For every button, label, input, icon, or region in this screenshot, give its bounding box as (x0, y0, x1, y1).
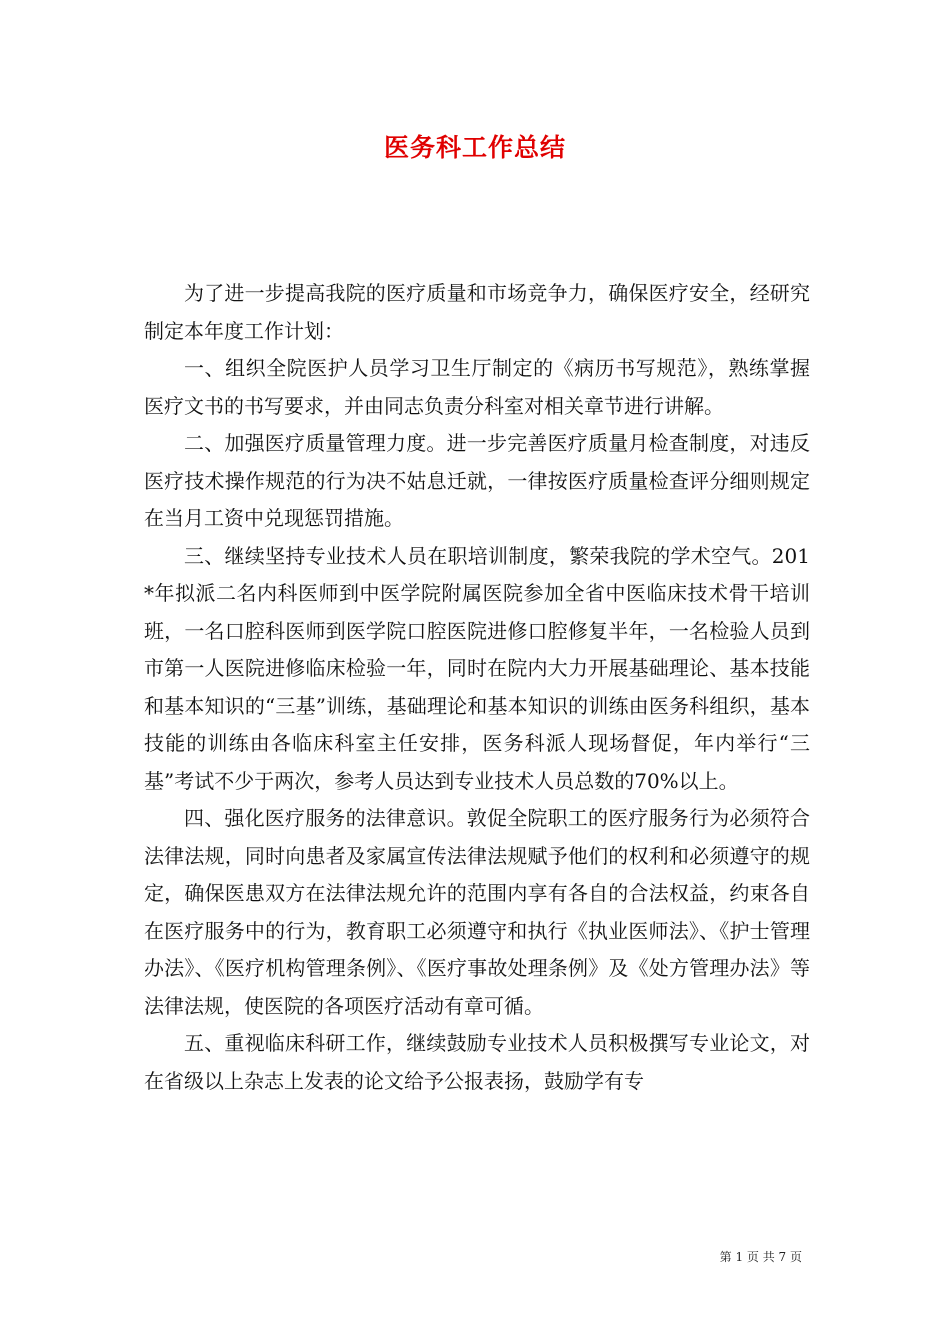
paragraph-item-3: 三、继续坚持专业技术人员在职培训制度，繁荣我院的学术空气。201*年拟派二名内科医师到中医学院附属医院参加全省中医临床技术骨干培训班，一名口腔科医师到医学院口腔医院进修口腔修复半年，一名检验人员到市第一人医院进修临床检验一年，同时在院内大力开展基础理论、基本技能和基本知识的“三基”训练，基础理论和基本知识的训练由医务科组织，基本技能的训练由各临床科室主任安排，医务科派人现场督促，年内举行“三基”考试不少于两次，参考人员达到专业技术人员总数的70%以上。 (144, 543, 810, 793)
paragraph-intro: 为了进一步提高我院的医疗质量和市场竞争力，确保医疗安全，经研究制定本年度工作计划： (144, 281, 810, 343)
document-body (144, 275, 810, 1100)
paragraph-item-2: 二、加强医疗质量管理力度。进一步完善医疗质量月检查制度，对违反医疗技术操作规范的行为决不姑息迁就，一律按医疗质量检查评分细则规定在当月工资中兑现惩罚措施。 (144, 431, 810, 530)
document-title: 医务科工作总结 (383, 133, 566, 162)
paragraph-item-5: 五、重视临床科研工作，继续鼓励专业技术人员积极撰写专业论文，对在省级以上杂志上发表的论文给予公报表扬，鼓励学有专 (144, 1031, 810, 1093)
page-number-footer: 第 1 页 共 7 页 (719, 1250, 802, 1264)
paragraph-item-4: 四、强化医疗服务的法律意识。敦促全院职工的医疗服务行为必须符合法律法规，同时向患者及家属宣传法律法规赋予他们的权利和必须遵守的规定，确保医患双方在法律法规允许的范围内享有各自的合法权益，约束各自在医疗服务中的行为，教育职工必须遵守和执行《执业医师法》、《护士管理办法》、《医疗机构管理条例》、《医疗事故处理条例》及《处方管理办法》等法律法规，使医院的各项医疗活动有章可循。 (144, 806, 810, 1018)
paragraph-item-1: 一、组织全院医护人员学习卫生厅制定的《病历书写规范》，熟练掌握医疗文书的书写要求，并由同志负责分科室对相关章节进行讲解。 (144, 356, 810, 418)
